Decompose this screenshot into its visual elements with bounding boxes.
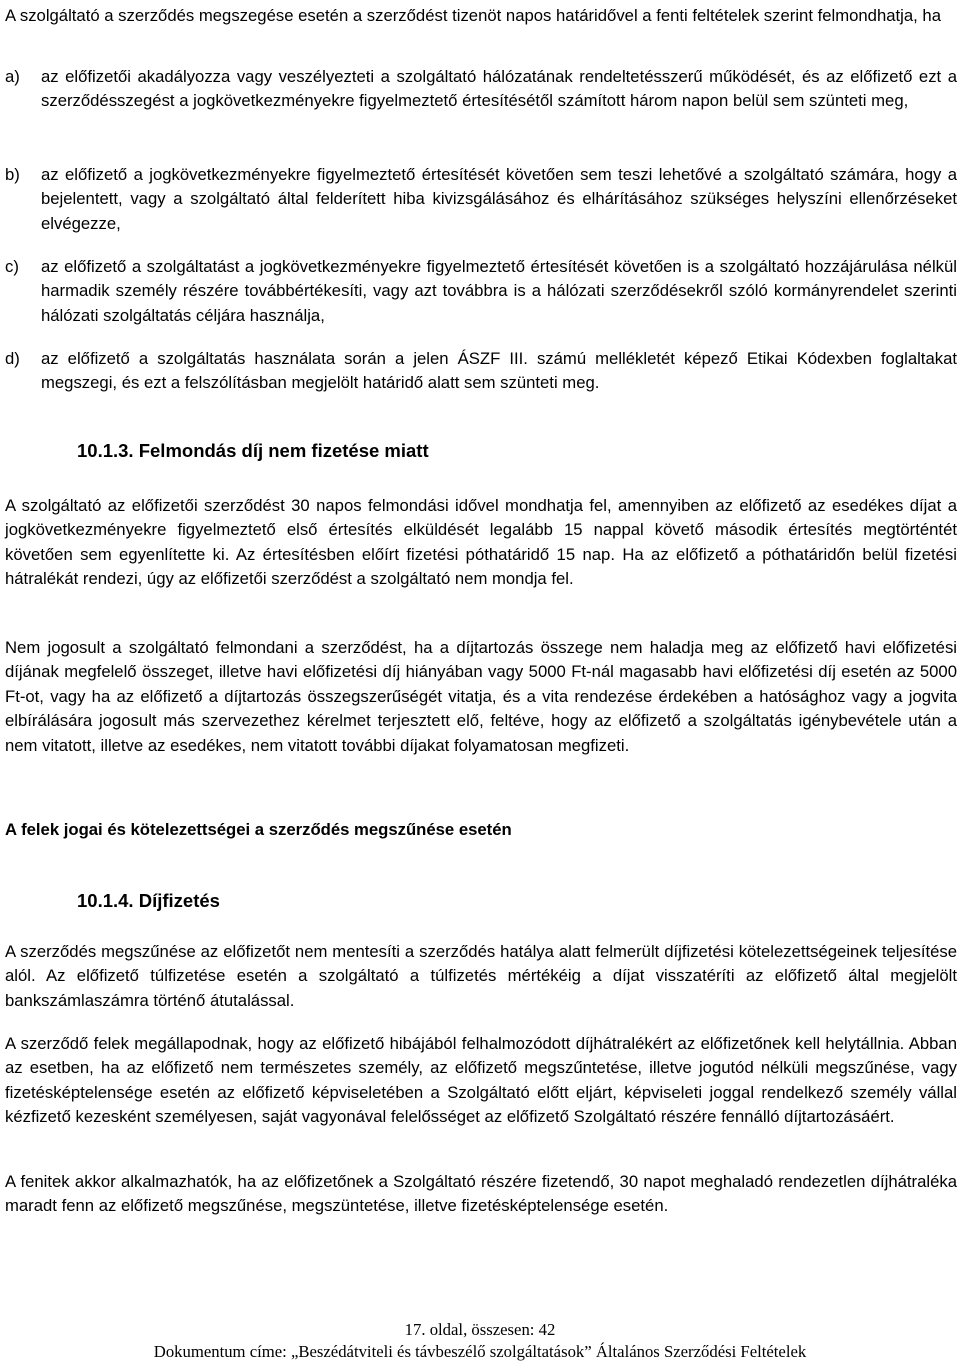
list-item-text: az előfizető a szolgáltatás használata során a jelen ÁSZF III. számú mellékletét képező Etikai Kódexben foglaltakat megszegi, és ezt a felszólításban megjelölt határidő alatt sem szünteti meg. bbox=[41, 349, 957, 393]
footer-page-number: 17. oldal, összesen: 42 bbox=[404, 1320, 556, 1339]
list-item-a bbox=[5, 65, 957, 114]
paragraph-1014-2: A szerződő felek megállapodnak, hogy az előfizető hibájából felhalmozódott díjhátralékért az előfizetőnek kell helytállnia. Abban az esetben, ha az előfizető nem természetes személy, az előfizető megszűntetése, illetve jogutód nélküli megszűnése, vagy fizetésképtelensége esetén az előfizető képviseletében a Szolgáltató előtt eljárt, képviseleti joggal rendelkező személy vállal kézfizető kezesként személyesen, saját vagyonával felelősséget az előfizető Szolgáltató részére fennálló díjtartozásáért. bbox=[5, 1034, 957, 1127]
paragraph-1013-1: A szolgáltató az előfizetői szerződést 30 napos felmondási idővel mondhatja fel, amennyiben az előfizető az esedékes díjat a jogkövetkezményekre figyelmeztető első értesítés elküldését legalább 15 nappal követő második értesítés megtörténtét követően sem egyenlítette ki. Az értesítésben előírt fizetési póthatáridő 15 nap. Ha az előfizető a póthatáridőn belül fizetési hátralékát rendezi, úgy az előfizetői szerződést a szolgáltató nem mondja fel. bbox=[5, 496, 957, 589]
paragraph-1014-1: A szerződés megszűnése az előfizetőt nem mentesíti a szerződés hatálya alatt felmerült díjfizetési kötelezettségeinek teljesítése alól. Az előfizető túlfizetése esetén a szolgáltató a túlfizetés mértékéig a díjat visszatéríti az előfizető által megjelölt bankszámlaszámra történő átutalással. bbox=[5, 942, 957, 1010]
list-marker: b) bbox=[5, 165, 20, 184]
list-item-text: az előfizető a szolgáltatást a jogkövetkezményekre figyelmeztető értesítését követően is a szolgáltató hozzájárulása nélkül harmadik személy részére továbbértékesíti, vagy azt továbbra is a hálózati szerződésekről szóló kormányrendelet szerinti hálózati szolgáltatás céljára használja, bbox=[41, 257, 957, 325]
list-marker: c) bbox=[5, 257, 19, 276]
footer-document-title: Dokumentum címe: „Beszédátviteli és távbeszélő szolgáltatások” Általános Szerződési Feltételek bbox=[153, 1342, 807, 1361]
paragraph-1014-3: A fenitek akkor alkalmazhatók, ha az előfizetőnek a Szolgáltató részére fizetendő, 30 napot meghaladó rendezetlen díjhátraléka maradt fenn az előfizető megszűnése, megszüntetése, illetve fizetésképtelensége esetén. bbox=[5, 1172, 957, 1216]
intro-paragraph: A szolgáltató a szerződés megszegése esetén a szerződést tizenöt napos határidővel a fenti feltételek szerint felmondhatja, ha bbox=[5, 6, 941, 25]
heading-10-1-3: 10.1.3. Felmondás díj nem fizetése miatt bbox=[77, 440, 429, 461]
paragraph-1013-2: Nem jogosult a szolgáltató felmondani a szerződést, ha a díjtartozás összege nem haladja meg az előfizető havi előfizetési díjának megfelelő összeget, illetve havi előfizetési díj hiányában vagy 5000 Ft-nál magasabb havi előfizetési díj esetén az 5000 Ft-ot, vagy ha az előfizető a díjtartozás összegszerűségét vitatja, és a vita rendezése érdekében a hatósághoz vagy a jogvita elbírálására jogosult más szervezethez kérelmet terjesztett elő, feltéve, hogy az előfizető a szolgáltatás igénybevétele után a nem vitatott, illetve az esedékes, nem vitatott további díjakat folyamatosan megfizeti. bbox=[5, 638, 957, 755]
section-title: A felek jogai és kötelezettségei a szerződés megszűnése esetén bbox=[5, 820, 512, 839]
list-item-b bbox=[5, 163, 957, 236]
list-item-text: az előfizető a jogkövetkezményekre figyelmeztető értesítését követően sem teszi lehetővé a szolgáltató számára, hogy a bejelentett, vagy a szolgáltató által felderített hiba kivizsgálásához és elhárításához szükséges helyszíni ellenőrzéseket elvégezze, bbox=[41, 165, 957, 233]
heading-10-1-4: 10.1.4. Díjfizetés bbox=[77, 890, 220, 911]
list-item-text: az előfizetői akadályozza vagy veszélyezteti a szolgáltató hálózatának rendeltetésszerű működését, és az előfizető ezt a szerződésszegést a jogkövetkezményekre figyelmeztető értesítésétől számított három napon belül sem szünteti meg, bbox=[41, 67, 957, 111]
list-marker: a) bbox=[5, 67, 20, 86]
list-item-c bbox=[5, 255, 957, 328]
list-item-d bbox=[5, 347, 957, 396]
list-marker: d) bbox=[5, 349, 20, 368]
